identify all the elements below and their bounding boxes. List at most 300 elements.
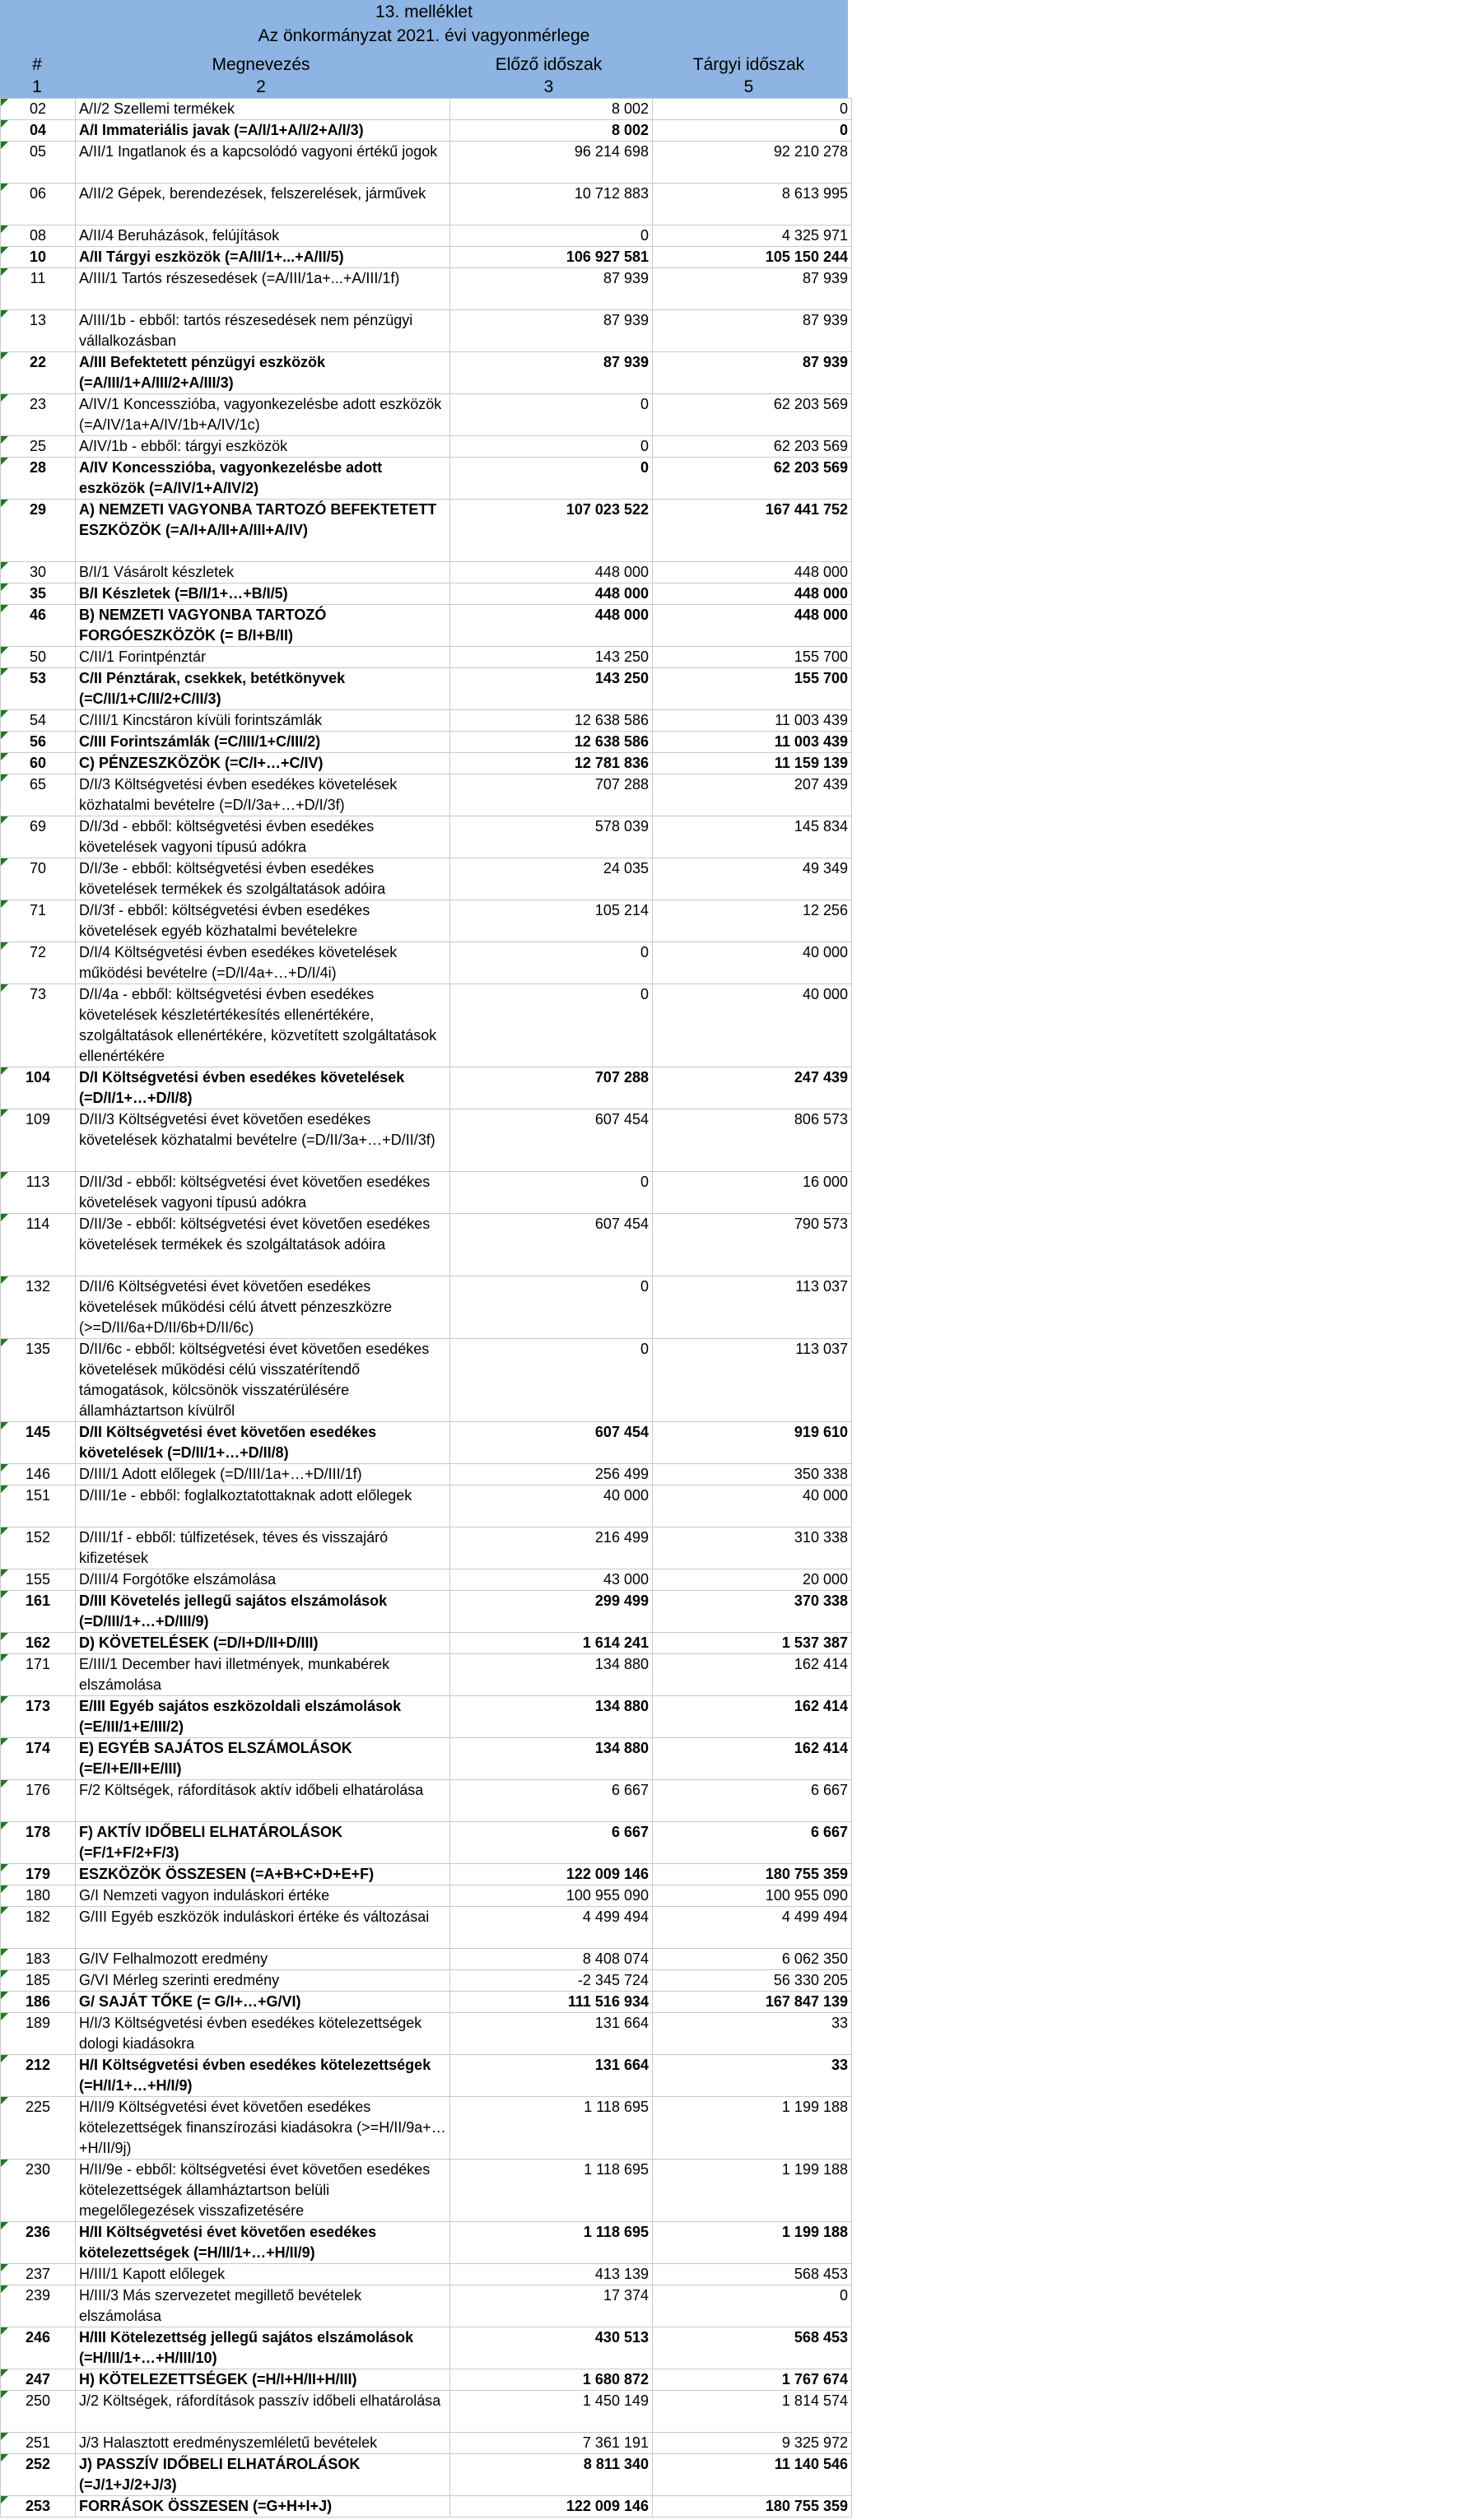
- row-number-cell[interactable]: [1, 1485, 76, 1527]
- current-period-cell[interactable]: [653, 1464, 852, 1485]
- current-period-cell[interactable]: [653, 310, 852, 352]
- row-number-cell[interactable]: [1, 500, 76, 562]
- previous-period-cell[interactable]: [450, 142, 653, 184]
- row-number-cell[interactable]: [1, 2264, 76, 2285]
- row-name-cell[interactable]: [76, 668, 450, 710]
- row-name-cell[interactable]: [76, 394, 450, 436]
- row-name-cell[interactable]: [76, 1633, 450, 1654]
- current-period-cell[interactable]: [653, 352, 852, 394]
- previous-period-cell[interactable]: [450, 1172, 653, 1214]
- row-number-cell[interactable]: [1, 2391, 76, 2433]
- previous-period-cell[interactable]: [450, 1822, 653, 1864]
- current-period-cell[interactable]: [653, 2013, 852, 2055]
- row-number-cell[interactable]: [1, 310, 76, 352]
- row-number-cell[interactable]: [1, 2369, 76, 2391]
- previous-period-cell[interactable]: [450, 310, 653, 352]
- row-number-cell[interactable]: [1, 2433, 76, 2454]
- row-name-cell[interactable]: [76, 2433, 450, 2454]
- row-number-cell[interactable]: [1, 1654, 76, 1696]
- row-name-cell[interactable]: [76, 225, 450, 247]
- row-number-cell[interactable]: [1, 1339, 76, 1422]
- row-number-cell[interactable]: [1, 352, 76, 394]
- previous-period-cell[interactable]: [450, 268, 653, 310]
- previous-period-cell[interactable]: [450, 247, 653, 268]
- previous-period-cell[interactable]: [450, 99, 653, 120]
- row-number-cell[interactable]: [1, 984, 76, 1067]
- row-number-cell[interactable]: [1, 1067, 76, 1109]
- row-number-cell[interactable]: [1, 900, 76, 942]
- previous-period-cell-text: 6 667: [611, 1824, 649, 1840]
- row-number-cell-text: 185: [25, 1972, 51, 1988]
- row-number-cell[interactable]: [1, 710, 76, 732]
- current-period-cell[interactable]: [653, 268, 852, 310]
- row-name-cell[interactable]: [76, 2160, 450, 2222]
- previous-period-cell[interactable]: [450, 436, 653, 458]
- current-period-cell[interactable]: [653, 1822, 852, 1864]
- current-period-cell[interactable]: [653, 2327, 852, 2369]
- row-number-cell-text: 13: [29, 312, 47, 328]
- row-name-cell[interactable]: [76, 2097, 450, 2160]
- previous-period-cell[interactable]: [450, 2097, 653, 2160]
- current-period-cell[interactable]: [653, 605, 852, 647]
- row-name-cell[interactable]: [76, 984, 450, 1067]
- row-number-cell[interactable]: [1, 2055, 76, 2097]
- row-number-cell[interactable]: [1, 1864, 76, 1885]
- row-name-cell[interactable]: [76, 1780, 450, 1822]
- table-row: [1, 1780, 852, 1822]
- previous-period-cell[interactable]: [450, 1464, 653, 1485]
- row-number-cell[interactable]: [1, 1633, 76, 1654]
- row-number-cell[interactable]: [1, 1780, 76, 1822]
- row-name-cell[interactable]: [76, 647, 450, 668]
- previous-period-cell[interactable]: [450, 584, 653, 605]
- row-name-cell[interactable]: [76, 774, 450, 816]
- row-number-cell[interactable]: [1, 1907, 76, 1949]
- row-name-cell[interactable]: [76, 352, 450, 394]
- current-period-cell[interactable]: [653, 1569, 852, 1591]
- table-row: [1, 984, 852, 1067]
- current-period-cell[interactable]: [653, 1864, 852, 1885]
- row-name-cell[interactable]: [76, 1822, 450, 1864]
- row-number-cell[interactable]: [1, 1464, 76, 1485]
- row-name-cell[interactable]: [76, 1696, 450, 1738]
- previous-period-cell[interactable]: [450, 858, 653, 900]
- current-period-cell[interactable]: [653, 1738, 852, 1780]
- table-row: [1, 1992, 852, 2013]
- row-name-cell[interactable]: [76, 2496, 450, 2518]
- row-name-cell[interactable]: [76, 858, 450, 900]
- row-number-cell[interactable]: [1, 1172, 76, 1214]
- row-number-cell[interactable]: [1, 1970, 76, 1992]
- row-number-cell[interactable]: [1, 1276, 76, 1339]
- cell-comment-flag-icon: [1, 1864, 8, 1871]
- current-period-cell[interactable]: [653, 1067, 852, 1109]
- row-name-cell[interactable]: [76, 500, 450, 562]
- row-number-cell[interactable]: [1, 225, 76, 247]
- row-number-cell[interactable]: [1, 816, 76, 858]
- row-number-cell[interactable]: [1, 247, 76, 268]
- previous-period-cell[interactable]: [450, 2055, 653, 2097]
- row-name-cell[interactable]: [76, 1527, 450, 1569]
- current-period-cell[interactable]: [653, 2264, 852, 2285]
- row-name-cell[interactable]: [76, 1276, 450, 1339]
- previous-period-cell[interactable]: [450, 1885, 653, 1907]
- cell-comment-flag-icon: [1, 99, 8, 106]
- previous-period-cell[interactable]: [450, 2222, 653, 2264]
- row-number-cell[interactable]: [1, 1214, 76, 1276]
- row-name-cell[interactable]: [76, 2327, 450, 2369]
- previous-period-cell[interactable]: [450, 942, 653, 984]
- row-number-cell[interactable]: [1, 436, 76, 458]
- current-period-cell[interactable]: [653, 1949, 852, 1970]
- row-name-cell[interactable]: [76, 142, 450, 184]
- row-name-cell[interactable]: [76, 710, 450, 732]
- previous-period-cell[interactable]: [450, 1907, 653, 1949]
- current-period-cell[interactable]: [653, 184, 852, 225]
- row-name-cell[interactable]: [76, 1422, 450, 1464]
- row-name-cell[interactable]: [76, 1067, 450, 1109]
- previous-period-cell[interactable]: [450, 1591, 653, 1633]
- row-number-cell[interactable]: [1, 1696, 76, 1738]
- current-period-cell[interactable]: [653, 984, 852, 1067]
- previous-period-cell[interactable]: [450, 732, 653, 753]
- previous-period-cell[interactable]: [450, 2327, 653, 2369]
- previous-period-cell[interactable]: [450, 1339, 653, 1422]
- row-name-cell[interactable]: [76, 900, 450, 942]
- current-period-cell[interactable]: [653, 753, 852, 774]
- current-period-cell[interactable]: [653, 2160, 852, 2222]
- current-period-cell[interactable]: [653, 562, 852, 584]
- table-row: [1, 1464, 852, 1485]
- previous-period-cell[interactable]: [450, 816, 653, 858]
- header-band: [0, 0, 848, 98]
- column-headers: [0, 48, 848, 77]
- current-period-cell-text: 6 062 350: [781, 1950, 848, 1967]
- previous-period-cell[interactable]: [450, 2433, 653, 2454]
- previous-period-cell[interactable]: [450, 2391, 653, 2433]
- current-period-cell[interactable]: [653, 774, 852, 816]
- current-period-cell[interactable]: [653, 225, 852, 247]
- row-number-cell[interactable]: [1, 774, 76, 816]
- current-period-cell[interactable]: [653, 1885, 852, 1907]
- current-period-cell-text: 6 667: [810, 1824, 848, 1840]
- row-number-cell[interactable]: [1, 753, 76, 774]
- previous-period-cell[interactable]: [450, 1949, 653, 1970]
- row-number-cell[interactable]: [1, 184, 76, 225]
- previous-period-cell[interactable]: [450, 394, 653, 436]
- current-period-cell[interactable]: [653, 732, 852, 753]
- row-number-cell[interactable]: [1, 647, 76, 668]
- row-name-cell[interactable]: [76, 436, 450, 458]
- current-period-cell[interactable]: [653, 247, 852, 268]
- column-number: 2: [256, 77, 266, 96]
- row-name-cell[interactable]: [76, 753, 450, 774]
- current-period-cell-text: 40 000: [802, 944, 848, 960]
- current-period-cell[interactable]: [653, 1591, 852, 1633]
- row-number-cell-text: 104: [25, 1069, 51, 1086]
- previous-period-cell-text: 96 214 698: [574, 143, 649, 160]
- previous-period-cell[interactable]: [450, 605, 653, 647]
- previous-period-cell[interactable]: [450, 1569, 653, 1591]
- row-number-cell[interactable]: [1, 2285, 76, 2327]
- previous-period-cell[interactable]: [450, 2160, 653, 2222]
- current-period-cell[interactable]: [653, 1654, 852, 1696]
- row-number-cell[interactable]: [1, 1422, 76, 1464]
- previous-period-cell[interactable]: [450, 1276, 653, 1339]
- row-number-cell[interactable]: [1, 1992, 76, 2013]
- row-number-cell[interactable]: [1, 1527, 76, 1569]
- previous-period-cell[interactable]: [450, 1696, 653, 1738]
- current-period-cell[interactable]: [653, 394, 852, 436]
- cell-comment-flag-icon: [1, 2055, 8, 2062]
- previous-period-cell[interactable]: [450, 500, 653, 562]
- row-name-cell-text: H/I/3 Költségvetési évben esedékes kötelezettségek dologi kiadásokra: [79, 2015, 422, 2052]
- row-name-cell[interactable]: [76, 1464, 450, 1485]
- row-name-cell[interactable]: [76, 1172, 450, 1214]
- row-name-cell[interactable]: [76, 1949, 450, 1970]
- table-row: [1, 142, 852, 184]
- cell-comment-flag-icon: [1, 2496, 8, 2504]
- previous-period-cell[interactable]: [450, 1780, 653, 1822]
- row-name-cell[interactable]: [76, 1569, 450, 1591]
- row-name-cell[interactable]: [76, 1992, 450, 2013]
- previous-period-cell[interactable]: [450, 1485, 653, 1527]
- row-name-cell[interactable]: [76, 562, 450, 584]
- row-name-cell[interactable]: [76, 1864, 450, 1885]
- row-name-cell[interactable]: [76, 120, 450, 142]
- row-name-cell[interactable]: [76, 1109, 450, 1172]
- previous-period-cell[interactable]: [450, 753, 653, 774]
- current-period-cell[interactable]: [653, 668, 852, 710]
- row-number-cell-text: 71: [29, 902, 47, 918]
- row-number-cell[interactable]: [1, 942, 76, 984]
- row-number-cell[interactable]: [1, 120, 76, 142]
- row-name-cell[interactable]: [76, 247, 450, 268]
- current-period-cell[interactable]: [653, 2433, 852, 2454]
- row-name-cell[interactable]: [76, 2013, 450, 2055]
- row-name-cell[interactable]: [76, 1885, 450, 1907]
- current-period-cell[interactable]: [653, 1780, 852, 1822]
- row-number-cell[interactable]: [1, 1822, 76, 1864]
- current-period-cell[interactable]: [653, 500, 852, 562]
- row-name-cell-text: F/2 Költségek, ráfordítások aktív időbeli elhatárolása: [79, 1782, 424, 1798]
- row-number-cell[interactable]: [1, 458, 76, 500]
- current-period-cell-text: 1 199 188: [781, 2224, 848, 2240]
- current-period-cell[interactable]: [653, 858, 852, 900]
- row-name-cell[interactable]: [76, 2055, 450, 2097]
- current-period-cell[interactable]: [653, 900, 852, 942]
- row-name-cell[interactable]: [76, 2454, 450, 2496]
- row-number-cell[interactable]: [1, 2454, 76, 2496]
- row-name-cell-text: B) NEMZETI VAGYONBA TARTOZÓ FORGÓESZKÖZÖK (= B/I+B/II): [79, 607, 327, 644]
- current-period-cell[interactable]: [653, 942, 852, 984]
- current-period-cell[interactable]: [653, 1696, 852, 1738]
- current-period-cell[interactable]: [653, 2391, 852, 2433]
- previous-period-cell[interactable]: [450, 2264, 653, 2285]
- row-number-cell[interactable]: [1, 394, 76, 436]
- row-number-cell[interactable]: [1, 858, 76, 900]
- row-number-cell[interactable]: [1, 1569, 76, 1591]
- previous-period-cell[interactable]: [450, 900, 653, 942]
- previous-period-cell[interactable]: [450, 352, 653, 394]
- current-period-cell[interactable]: [653, 1214, 852, 1276]
- current-period-cell[interactable]: [653, 1485, 852, 1527]
- current-period-cell[interactable]: [653, 1276, 852, 1339]
- previous-period-cell-text: 0: [640, 396, 649, 412]
- current-period-cell[interactable]: [653, 1422, 852, 1464]
- current-period-cell[interactable]: [653, 142, 852, 184]
- row-number-cell[interactable]: [1, 732, 76, 753]
- current-period-cell[interactable]: [653, 2097, 852, 2160]
- previous-period-cell[interactable]: [450, 774, 653, 816]
- row-name-cell[interactable]: [76, 732, 450, 753]
- table-row: [1, 858, 852, 900]
- current-period-cell[interactable]: [653, 1633, 852, 1654]
- row-name-cell[interactable]: [76, 1591, 450, 1633]
- row-name-cell[interactable]: [76, 584, 450, 605]
- row-name-cell[interactable]: [76, 605, 450, 647]
- previous-period-cell[interactable]: [450, 1109, 653, 1172]
- row-number-cell[interactable]: [1, 584, 76, 605]
- row-name-cell[interactable]: [76, 816, 450, 858]
- row-name-cell[interactable]: [76, 1738, 450, 1780]
- previous-period-cell[interactable]: [450, 120, 653, 142]
- previous-period-cell[interactable]: [450, 225, 653, 247]
- row-number-cell[interactable]: [1, 1738, 76, 1780]
- row-number-cell[interactable]: [1, 1109, 76, 1172]
- previous-period-cell[interactable]: [450, 1214, 653, 1276]
- row-name-cell[interactable]: [76, 1339, 450, 1422]
- current-period-cell[interactable]: [653, 2285, 852, 2327]
- table-row: [1, 1485, 852, 1527]
- current-period-cell[interactable]: [653, 1339, 852, 1422]
- current-period-cell-text: 310 338: [794, 1529, 848, 1546]
- previous-period-cell[interactable]: [450, 2454, 653, 2496]
- current-period-cell[interactable]: [653, 1527, 852, 1569]
- previous-period-cell[interactable]: [450, 184, 653, 225]
- row-name-cell[interactable]: [76, 1907, 450, 1949]
- row-name-cell[interactable]: [76, 1485, 450, 1527]
- row-number-cell[interactable]: [1, 562, 76, 584]
- current-period-cell[interactable]: [653, 1109, 852, 1172]
- previous-period-cell[interactable]: [450, 1527, 653, 1569]
- current-period-cell-text: 100 955 090: [765, 1887, 848, 1904]
- current-period-cell[interactable]: [653, 816, 852, 858]
- cell-comment-flag-icon: [1, 732, 8, 739]
- row-number-cell[interactable]: [1, 2327, 76, 2369]
- table-row: [1, 1696, 852, 1738]
- row-number-cell[interactable]: [1, 2222, 76, 2264]
- previous-period-cell[interactable]: [450, 1422, 653, 1464]
- current-period-cell[interactable]: [653, 99, 852, 120]
- cell-comment-flag-icon: [1, 858, 8, 866]
- row-number-cell[interactable]: [1, 2496, 76, 2518]
- row-number-cell[interactable]: [1, 1885, 76, 1907]
- row-name-cell[interactable]: [76, 458, 450, 500]
- previous-period-cell[interactable]: [450, 1992, 653, 2013]
- row-number-cell[interactable]: [1, 268, 76, 310]
- current-period-cell[interactable]: [653, 710, 852, 732]
- previous-period-cell[interactable]: [450, 1654, 653, 1696]
- row-name-cell[interactable]: [76, 2369, 450, 2391]
- previous-period-cell-text: 0: [640, 459, 649, 476]
- previous-period-cell[interactable]: [450, 2496, 653, 2518]
- row-number-cell[interactable]: [1, 2013, 76, 2055]
- current-period-cell[interactable]: [653, 458, 852, 500]
- current-period-cell[interactable]: [653, 647, 852, 668]
- row-number-cell[interactable]: [1, 605, 76, 647]
- current-period-cell[interactable]: [653, 1172, 852, 1214]
- previous-period-cell-text: 0: [640, 1174, 649, 1190]
- row-name-cell[interactable]: [76, 184, 450, 225]
- row-number-cell[interactable]: [1, 142, 76, 184]
- current-period-cell[interactable]: [653, 436, 852, 458]
- current-period-cell[interactable]: [653, 2055, 852, 2097]
- row-name-cell[interactable]: [76, 1214, 450, 1276]
- row-name-cell[interactable]: [76, 1654, 450, 1696]
- row-name-cell[interactable]: [76, 310, 450, 352]
- row-number-cell[interactable]: [1, 1949, 76, 1970]
- current-period-cell[interactable]: [653, 2454, 852, 2496]
- row-name-cell[interactable]: [76, 99, 450, 120]
- previous-period-cell[interactable]: [450, 1970, 653, 1992]
- previous-period-cell[interactable]: [450, 1633, 653, 1654]
- previous-period-cell[interactable]: [450, 562, 653, 584]
- previous-period-cell-text: 7 361 191: [582, 2434, 649, 2451]
- row-name-cell[interactable]: [76, 2391, 450, 2433]
- row-name-cell-text: C/II Pénztárak, csekkek, betétkönyvek (=C/II/1+C/II/2+C/II/3): [79, 670, 346, 707]
- row-number-cell[interactable]: [1, 668, 76, 710]
- previous-period-cell[interactable]: [450, 2013, 653, 2055]
- row-name-cell[interactable]: [76, 268, 450, 310]
- previous-period-cell[interactable]: [450, 1738, 653, 1780]
- row-name-cell[interactable]: [76, 2222, 450, 2264]
- current-period-cell[interactable]: [653, 2496, 852, 2518]
- row-number-cell-text: 145: [25, 1424, 51, 1440]
- previous-period-cell[interactable]: [450, 984, 653, 1067]
- row-name-cell[interactable]: [76, 1970, 450, 1992]
- current-period-cell[interactable]: [653, 120, 852, 142]
- cell-comment-flag-icon: [1, 458, 8, 465]
- previous-period-cell[interactable]: [450, 647, 653, 668]
- row-name-cell[interactable]: [76, 2264, 450, 2285]
- current-period-cell[interactable]: [653, 1970, 852, 1992]
- previous-period-cell[interactable]: [450, 2285, 653, 2327]
- row-number-cell-text: 28: [29, 459, 47, 476]
- row-number-cell[interactable]: [1, 2097, 76, 2160]
- row-number-cell[interactable]: [1, 1591, 76, 1633]
- current-period-cell[interactable]: [653, 1992, 852, 2013]
- table-row: [1, 120, 852, 142]
- previous-period-cell[interactable]: [450, 1864, 653, 1885]
- row-number-cell[interactable]: [1, 2160, 76, 2222]
- current-period-cell-text: 162 414: [794, 1656, 848, 1672]
- row-name-cell[interactable]: [76, 2285, 450, 2327]
- current-period-cell[interactable]: [653, 2369, 852, 2391]
- previous-period-cell[interactable]: [450, 710, 653, 732]
- column-numbers: [0, 77, 848, 98]
- previous-period-cell[interactable]: [450, 458, 653, 500]
- row-number-cell[interactable]: [1, 99, 76, 120]
- previous-period-cell[interactable]: [450, 2369, 653, 2391]
- row-name-cell[interactable]: [76, 942, 450, 984]
- previous-period-cell[interactable]: [450, 668, 653, 710]
- current-period-cell[interactable]: [653, 1907, 852, 1949]
- current-period-cell[interactable]: [653, 2222, 852, 2264]
- table-row: [1, 1822, 852, 1864]
- previous-period-cell[interactable]: [450, 1067, 653, 1109]
- current-period-cell[interactable]: [653, 584, 852, 605]
